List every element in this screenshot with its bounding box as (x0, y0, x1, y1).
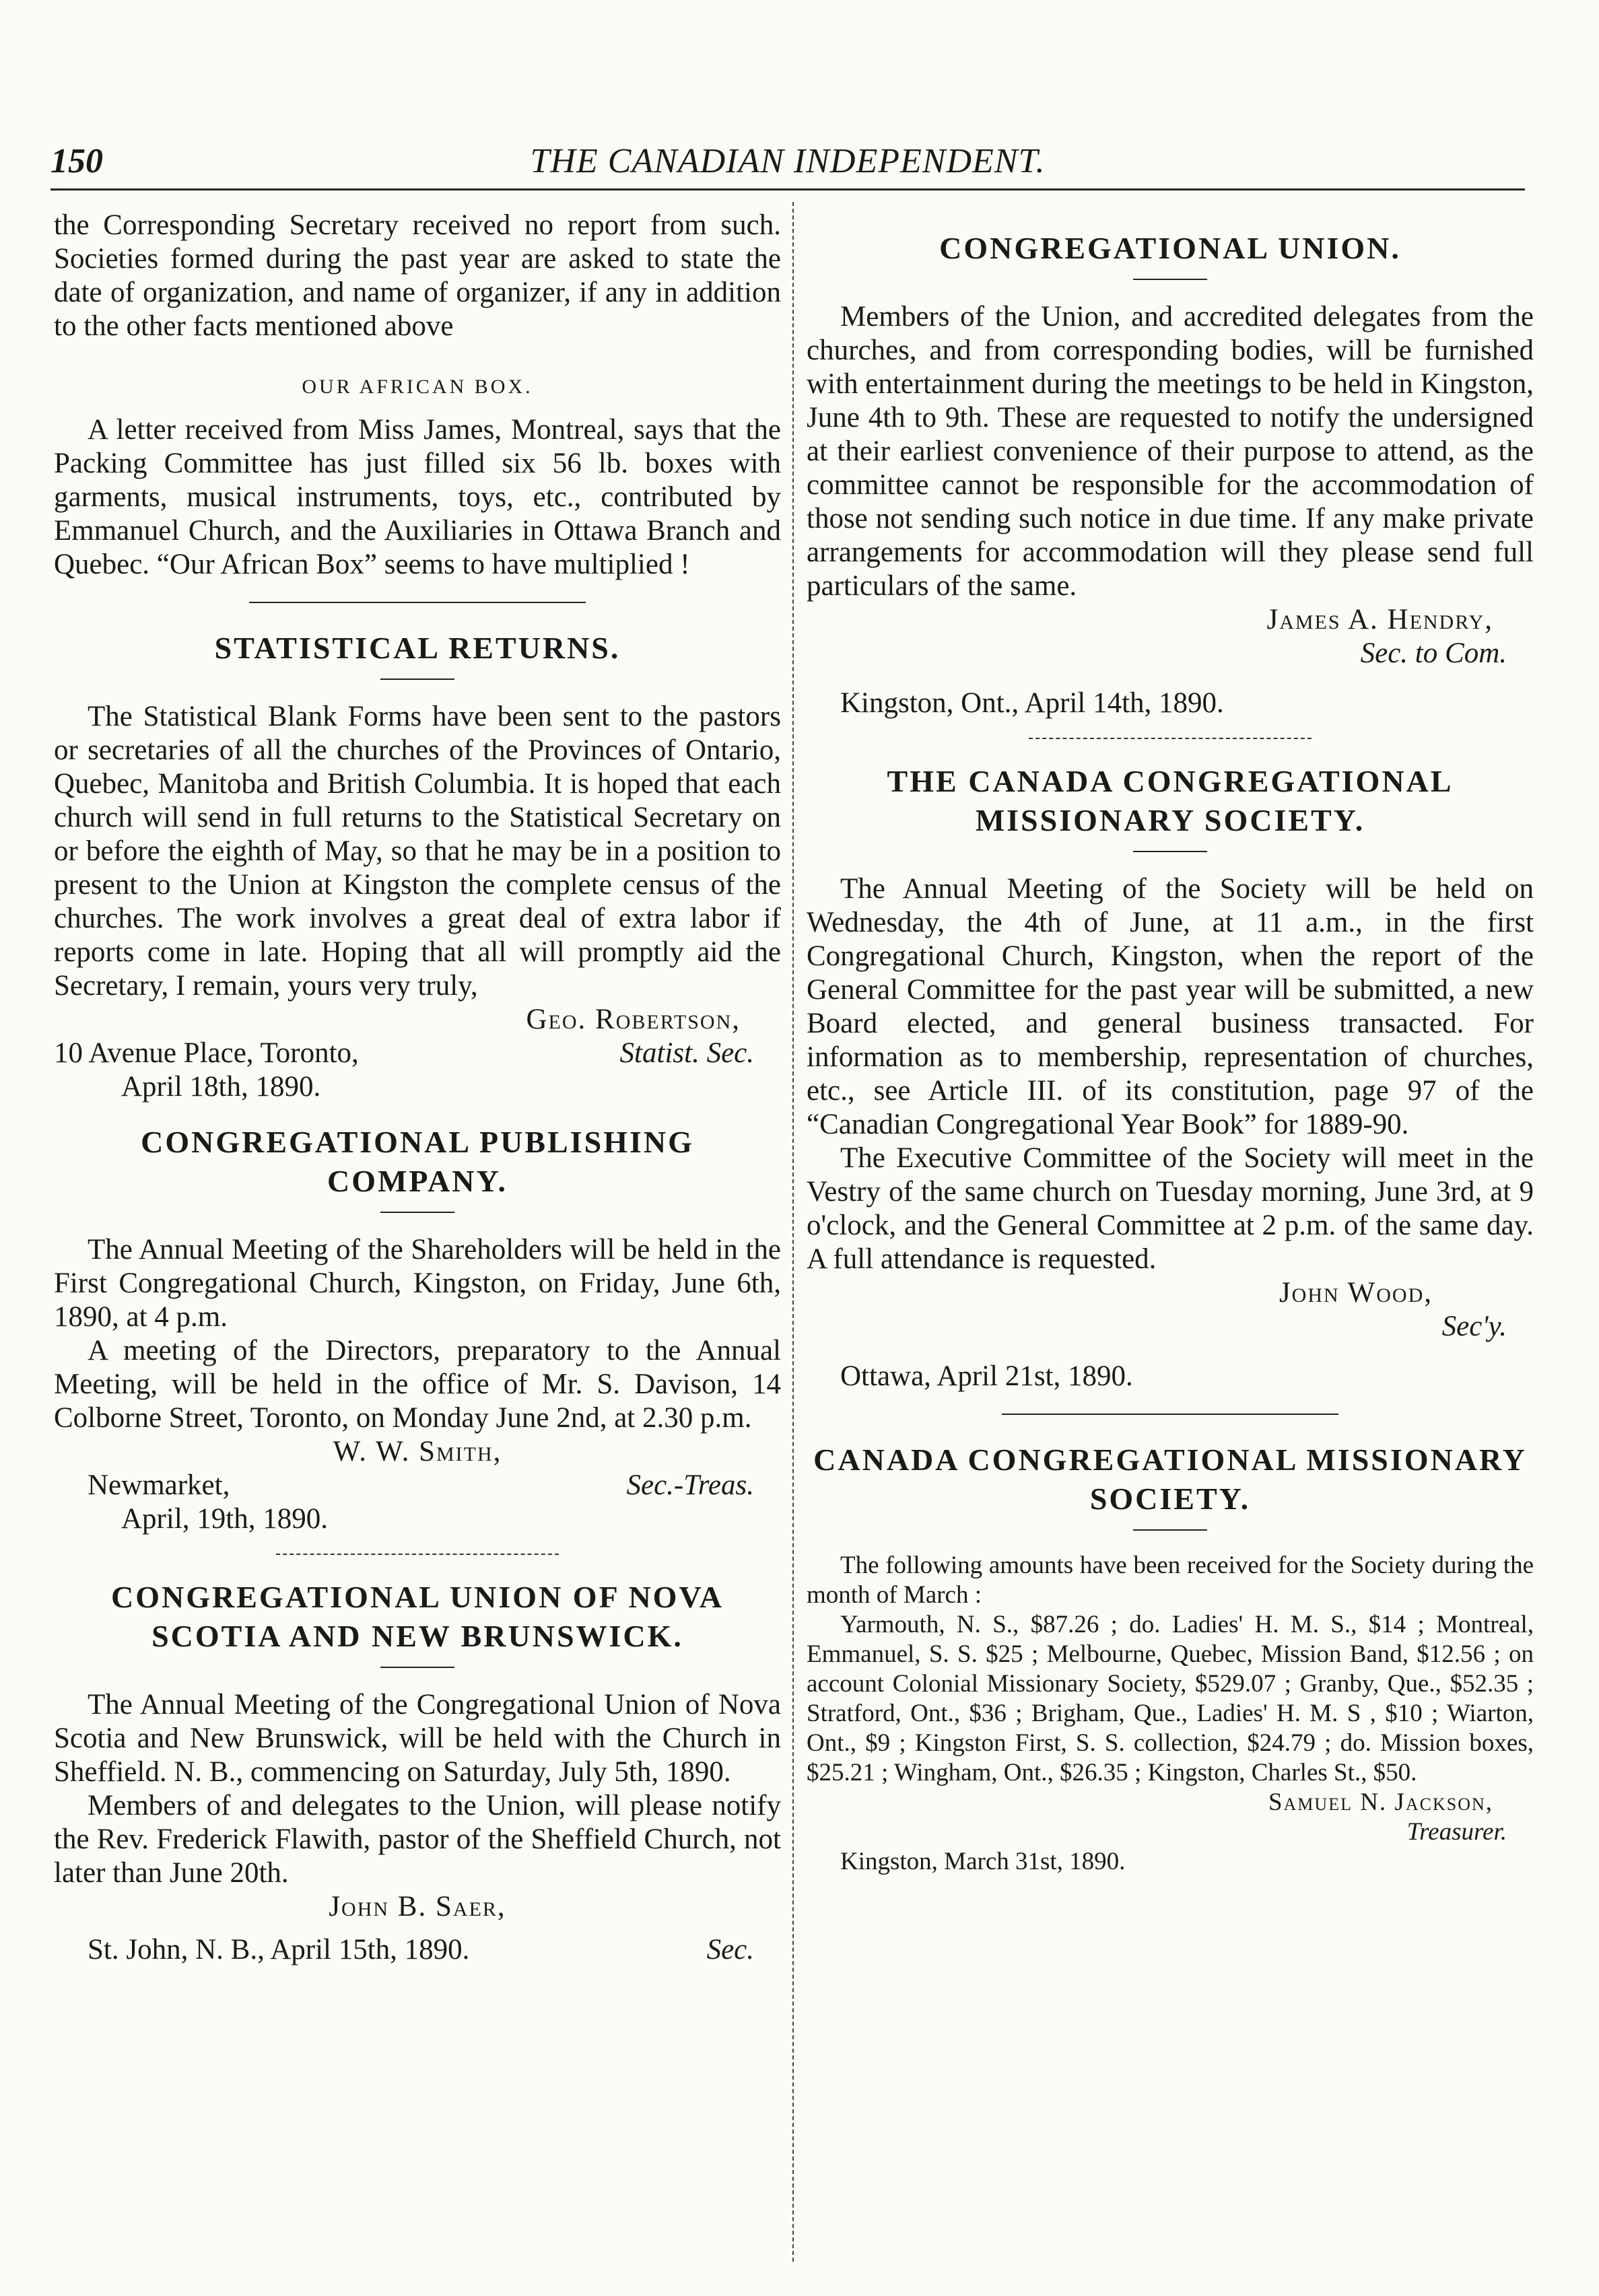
african-box-heading: OUR AFRICAN BOX. (302, 376, 533, 398)
union-body: Members of the Union, and accredited delegates from the churches, and from corresponding bodies, will be furnished with entertainment during the meetings to be held in Kingston, June 4th to 9th. These are requested to notify the undersigned at their earliest convenience of their purpose to attend, as the committee cannot be responsible for the accommodation of those not sending such notice in due time. If any make private arrangements for accommodation will they please send full particulars of the same. (807, 301, 1534, 602)
union-signature: James A. Hendry, (1266, 604, 1493, 635)
publishing-paragraph-2: A meeting of the Directors, preparatory to the Annual Meeting, will be held in the office of Mr. S. Davison, 14 Colborne Street, Toronto, on Monday June 2nd, at 2.30 p.m. (54, 1335, 781, 1434)
african-box-body: A letter received from Miss James, Montreal, says that the Packing Committee has just filled six 56 lb. boxes with garments, musical instruments, toys, etc., contributed by Emmanuel Church, and the Auxiliaries in Ottawa Branch and Quebec. “Our African Box” seems to have multiplied ! (54, 414, 781, 580)
publishing-signature: W. W. Smith, (333, 1436, 502, 1467)
statistical-heading: STATISTICAL RETURNS. (214, 631, 621, 665)
statistical-address: 10 Avenue Place, Toronto, (54, 1037, 359, 1069)
heading-rule (1133, 1529, 1207, 1531)
statistical-address-line (54, 1037, 781, 1070)
publishing-title: Sec.-Treas. (626, 1469, 754, 1501)
section-divider (249, 602, 586, 603)
canada-missionary-intro: The following amounts have been received for the Society during the month of March : (807, 1552, 1534, 1609)
publishing-address: Newmarket, (88, 1469, 230, 1501)
section-divider (276, 1554, 559, 1555)
intro-paragraph: the Corresponding Secretary received no report from such. Societies formed during the past year are asked to state the date of organization, and name of organizer, if any in addition to the other facts mentioned above (54, 209, 781, 342)
heading-rule (380, 679, 454, 680)
missionary-paragraph-1: The Annual Meeting of the Society will be held on Wednesday, the 4th of June, at 11 a.m., in the first Congregational Church, Kingston, when the report of the General Committee for the past year will be submitted, a new Board elected, and general business transacted. For information as to membership, representation of churches, etc., see Article III. of its constitution, page 97 of the “Canadian Congregational Year Book” for 1889-90. (807, 873, 1534, 1140)
publishing-paragraph-1: The Annual Meeting of the Shareholders will be held in the First Congregational Church, Kingston, on Friday, June 6th, 1890, at 4 p.m. (54, 1234, 781, 1333)
canada-missionary-list: Yarmouth, N. S., $87.26 ; do. Ladies' H. M. S., $14 ; Montreal, Emmanuel, S. S. $25 ; Melbourne, Quebec, Mission Band, $12.56 ; on account Colonial Missionary Society, $529.07 ; Granby, Que., $52.35 ; Stratford, Ont., $36 ; Brigham, Que., Ladies' H. M. S , $10 ; Wiarton, Ont., $9 ; Kingston First, S. S. collection, $24.79 ; do. Mission boxes, $25.21 ; Wingham, Ont., $26.35 ; Kingston, Charles St., $50. (807, 1611, 1534, 1786)
nova-scotia-paragraph-2: Members of and delegates to the Union, will please notify the Rev. Frederick Flawith, pastor of the Sheffield Church, not later than June 20th. (54, 1790, 781, 1889)
page-header (50, 141, 1525, 190)
missionary-paragraph-2: The Executive Committee of the Society will meet in the Vestry of the same church on Tuesday morning, June 3rd, at 9 o'clock, and the General Committee at 2 p.m. of the same day. A full attendance is requested. (807, 1142, 1534, 1275)
section-divider (1002, 1414, 1338, 1415)
missionary-signature: John Wood, (1279, 1277, 1433, 1309)
left-column (54, 209, 781, 2241)
canada-missionary-date: Kingston, March 31st, 1890. (840, 1848, 1126, 1875)
statistical-title: Statist. Sec. (619, 1037, 754, 1069)
union-date: Kingston, Ont., April 14th, 1890. (840, 687, 1224, 719)
nova-scotia-signature: John B. Saer, (329, 1891, 506, 1922)
page-number: 150 (50, 142, 103, 180)
missionary-heading: THE CANADA CONGREGATIONAL MISSIONARY SOCIETY. (887, 764, 1454, 837)
statistical-signature: Geo. Robertson, (526, 1004, 741, 1035)
section-divider (1029, 738, 1312, 739)
heading-rule (1133, 279, 1207, 280)
heading-rule (1133, 851, 1207, 852)
statistical-body: The Statistical Blank Forms have been sent to the pastors or secretaries of all the churches of the Provinces of Ontario, Quebec, Manitoba and British Columbia. It is hoped that each church will send in full returns to the Statistical Secretary on or before the eighth of May, so that he may be in a position to present to the Union at Kingston the complete census of the churches. The work involves a great deal of extra labor if reports come in late. Hoping that all will promptly aid the Secretary, I remain, yours very truly, (54, 701, 781, 1002)
nova-scotia-address-line (54, 1933, 781, 1967)
canada-missionary-heading: CANADA CONGREGATIONAL MISSIONARY SOCIETY. (813, 1442, 1527, 1516)
statistical-date: April 18th, 1890. (121, 1071, 321, 1103)
publishing-heading: CONGREGATIONAL PUBLISHING COMPANY. (141, 1125, 694, 1198)
column-divider (792, 202, 794, 2262)
publishing-address-line (54, 1469, 781, 1502)
right-column (807, 209, 1534, 2241)
heading-rule (380, 1212, 454, 1213)
journal-title: THE CANADIAN INDEPENDENT. (530, 142, 1046, 180)
publishing-date: April, 19th, 1890. (121, 1503, 328, 1535)
missionary-title: Sec'y. (1441, 1311, 1507, 1342)
union-title: Sec. to Com. (1360, 637, 1507, 669)
nova-scotia-address: St. John, N. B., April 15th, 1890. (88, 1934, 470, 1965)
heading-rule (380, 1667, 454, 1668)
nova-scotia-title: Sec. (706, 1934, 754, 1965)
nova-scotia-heading: CONGREGATIONAL UNION OF NOVA SCOTIA AND NEW BRUNSWICK. (111, 1580, 724, 1653)
union-heading: CONGREGATIONAL UNION. (939, 231, 1401, 265)
canada-missionary-title: Treasurer. (1406, 1818, 1507, 1846)
missionary-date: Ottawa, April 21st, 1890. (840, 1360, 1133, 1392)
canada-missionary-signature: Samuel N. Jackson, (1268, 1788, 1493, 1816)
nova-scotia-paragraph-1: The Annual Meeting of the Congregational Union of Nova Scotia and New Brunswick, will be held with the Church in Sheffield. N. B., commencing on Saturday, July 5th, 1890. (54, 1689, 781, 1788)
